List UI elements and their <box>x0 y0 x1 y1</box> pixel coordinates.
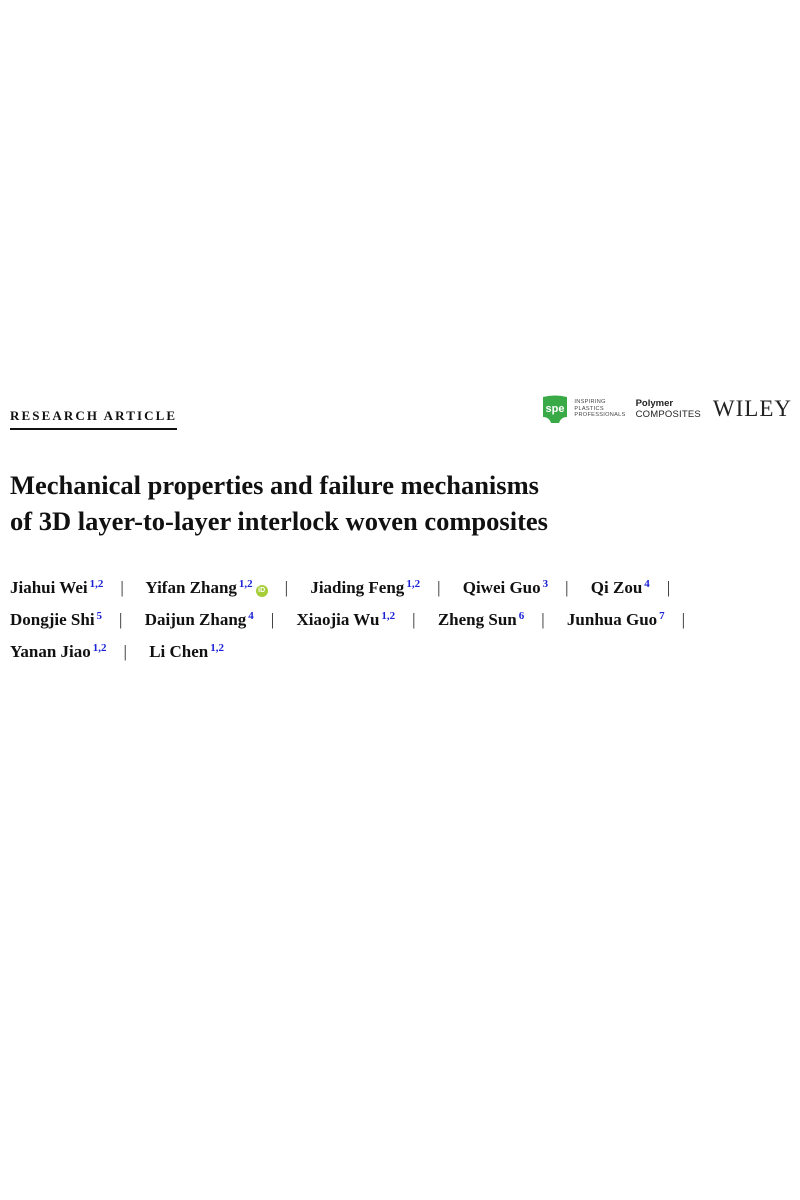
journal-logo-line2: COMPOSITES <box>635 409 701 420</box>
orcid-icon[interactable]: iD <box>256 585 268 597</box>
author-name[interactable]: Yanan Jiao <box>10 642 91 661</box>
author-entry[interactable] <box>463 578 548 597</box>
author-name[interactable]: Jiahui Wei <box>10 578 88 597</box>
author-entry[interactable] <box>10 578 103 597</box>
author-entry[interactable] <box>438 610 524 629</box>
author-entry[interactable] <box>149 642 224 661</box>
author-list <box>10 570 790 666</box>
article-title <box>10 467 710 539</box>
author-name[interactable]: Xiaojia Wu <box>296 610 380 629</box>
author-affiliation[interactable]: 3 <box>542 578 549 590</box>
author-separator: | <box>412 610 416 629</box>
author-entry[interactable] <box>296 610 395 629</box>
article-title-line2: of 3D layer-to-layer interlock woven composites <box>10 506 548 536</box>
author-affiliation[interactable]: 6 <box>518 610 525 622</box>
author-name[interactable]: Yifan Zhang <box>145 578 237 597</box>
author-name[interactable]: Qi Zou <box>590 578 643 597</box>
spe-logo-icon <box>539 393 571 425</box>
author-separator: | <box>666 578 671 597</box>
author-affiliation[interactable]: 4 <box>644 578 650 590</box>
author-separator: | <box>119 610 123 629</box>
author-affiliation[interactable]: 4 <box>248 610 254 622</box>
logo-group <box>539 392 792 426</box>
author-separator: | <box>270 610 275 629</box>
author-separator: | <box>565 578 569 597</box>
author-separator: | <box>437 578 441 597</box>
author-affiliation[interactable]: 1,2 <box>381 610 396 622</box>
author-affiliation[interactable]: 1,2 <box>210 642 224 654</box>
author-separator: | <box>541 610 545 629</box>
spe-logo <box>539 393 625 425</box>
author-name[interactable]: Dongjie Shi <box>10 610 95 629</box>
author-name[interactable]: Jiading Feng <box>310 578 405 597</box>
author-name[interactable]: Daijun Zhang <box>144 610 247 629</box>
article-type-label: RESEARCH ARTICLE <box>10 408 177 430</box>
author-separator: | <box>123 642 127 661</box>
author-affiliation[interactable]: 1,2 <box>406 578 421 590</box>
author-affiliation[interactable]: 1,2 <box>92 642 107 654</box>
author-name[interactable]: Qiwei Guo <box>462 578 541 597</box>
author-affiliation[interactable]: 5 <box>96 610 103 622</box>
author-name[interactable]: Junhua Guo <box>566 610 658 629</box>
author-entry[interactable] <box>310 578 420 597</box>
author-name[interactable]: Zheng Sun <box>437 610 517 629</box>
author-entry[interactable] <box>567 610 665 629</box>
article-title-line1: Mechanical properties and failure mechanisms <box>10 470 539 500</box>
author-entry[interactable] <box>10 642 107 661</box>
author-entry[interactable] <box>145 578 267 597</box>
publisher-logo: WILEY <box>712 396 792 421</box>
author-affiliation[interactable]: 1,2 <box>89 578 104 590</box>
author-separator: | <box>120 578 124 597</box>
article-header <box>0 390 800 435</box>
author-separator: | <box>284 578 289 597</box>
author-entry[interactable] <box>591 578 650 597</box>
author-affiliation[interactable]: 7 <box>659 610 665 622</box>
author-separator: | <box>681 610 686 629</box>
journal-logo <box>636 398 701 420</box>
author-entry[interactable] <box>145 610 254 629</box>
journal-logo-line1: Polymer <box>635 398 674 409</box>
author-affiliation[interactable]: 1,2 <box>238 578 253 590</box>
spe-tagline: INSPIRING PLASTICS PROFESSIONALS <box>574 399 626 419</box>
author-name[interactable]: Li Chen <box>149 642 209 661</box>
author-entry[interactable] <box>10 610 102 629</box>
svg-text:spe: spe <box>545 403 565 415</box>
